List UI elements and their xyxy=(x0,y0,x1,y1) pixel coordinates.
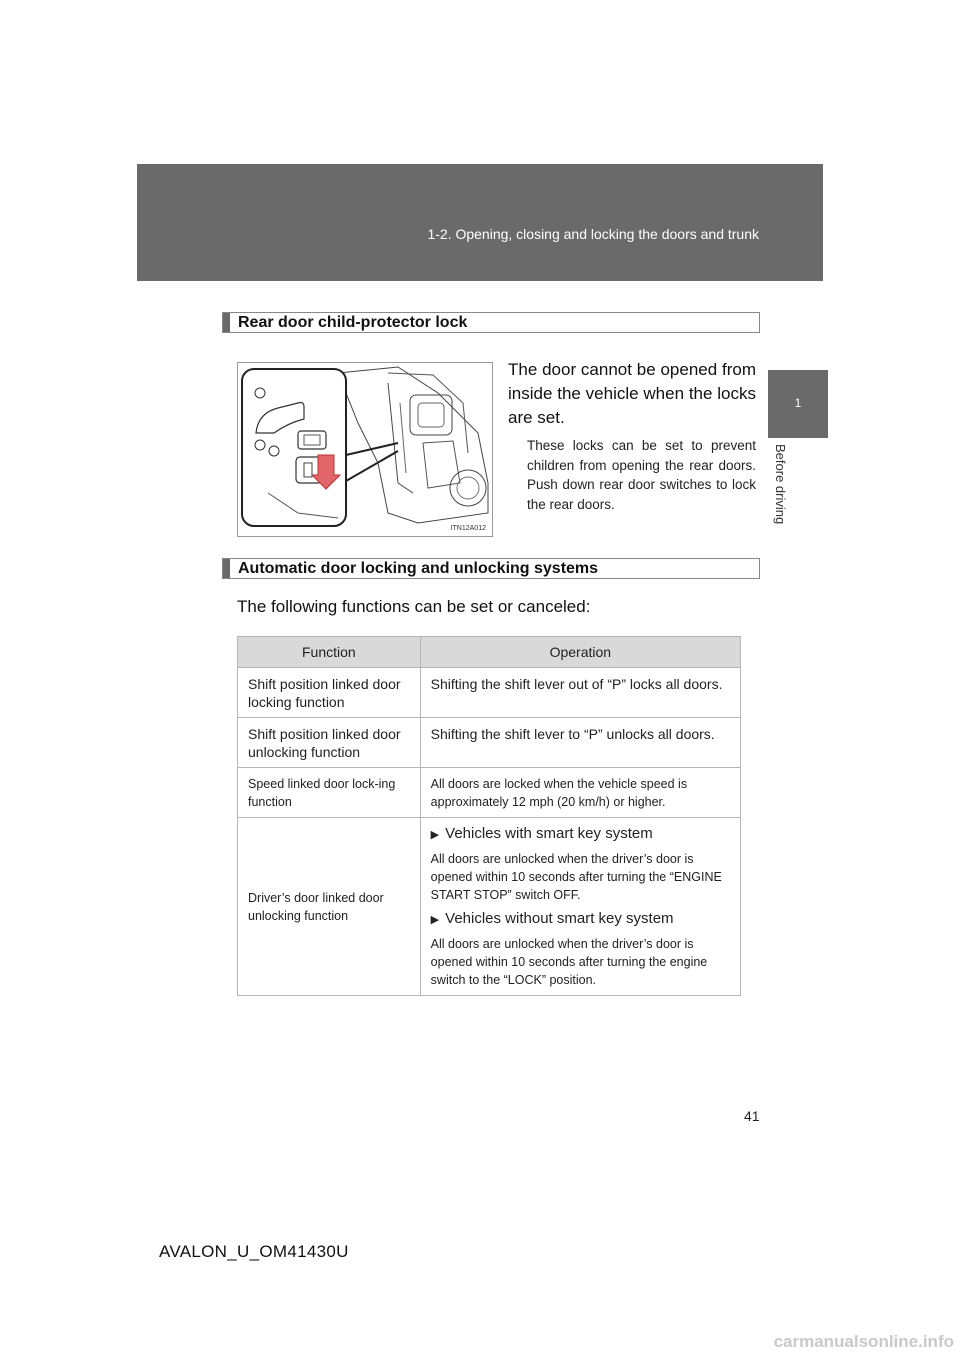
side-tab-label-wrap xyxy=(774,444,788,544)
sub-heading-smart-key xyxy=(431,825,730,844)
side-tab xyxy=(768,370,828,438)
section-heading-child-lock xyxy=(222,312,760,333)
sub-text-smart-key: All doors are unlocked when the driver’s door is opened within 10 seconds after turning the “ENGINE START STOP” switch OFF. xyxy=(430,852,722,902)
functions-intro: The following functions can be set or canceled: xyxy=(237,597,591,616)
child-lock-note: These locks can be set to prevent children from opening the rear doors. Push down rear door switches to lock the rear doors. xyxy=(527,438,756,512)
table-cell-function: Shift position linked door unlocking function xyxy=(238,718,421,768)
sub-heading-text: Vehicles without smart key system xyxy=(445,910,674,927)
table-header-operation: Operation xyxy=(420,637,740,668)
sub-heading-no-smart-key xyxy=(431,910,730,929)
table-cell-function: Shift position linked door locking function xyxy=(238,668,421,718)
side-tab-number: 1 xyxy=(794,396,802,410)
heading-bar xyxy=(223,313,230,332)
header-title: 1-2. Opening, closing and locking the doors and trunk xyxy=(427,226,759,242)
table-header-function: Function xyxy=(238,637,421,668)
door-switch-illustration xyxy=(238,363,492,536)
watermark: carmanualsonline.info xyxy=(773,1332,954,1351)
table-row xyxy=(238,768,741,818)
side-tab-label: Before driving xyxy=(773,444,788,525)
child-lock-description: The door cannot be opened from inside the vehicle when the locks are set. xyxy=(508,360,756,427)
table-row xyxy=(238,718,741,768)
triangle-right-icon: ▶ xyxy=(430,914,440,926)
functions-table xyxy=(237,636,741,996)
sub-text-no-smart-key: All doors are unlocked when the driver’s door is opened within 10 seconds after turning the engine switch to the “LOCK” position. xyxy=(430,937,708,987)
table-row xyxy=(238,818,741,996)
triangle-right-icon: ▶ xyxy=(430,829,440,841)
sub-heading-text: Vehicles with smart key system xyxy=(445,825,653,842)
document-code: AVALON_U_OM41430U xyxy=(159,1242,349,1261)
table-cell-operation: All doors are locked when the vehicle speed is approximately 12 mph (20 km/h) or higher. xyxy=(420,768,740,818)
table-cell-function: Speed linked door lock-ing function xyxy=(238,768,421,818)
heading-bar xyxy=(223,559,230,578)
illustration-code: ITN12A012 xyxy=(450,525,486,532)
table-cell-operation: Shifting the shift lever out of “P” locks all doors. xyxy=(420,668,740,718)
table-cell-function: Driver’s door linked door unlocking function xyxy=(238,818,421,996)
table-cell-operation xyxy=(420,818,740,996)
section-heading-text: Rear door child-protector lock xyxy=(238,314,468,331)
section-heading-auto-lock xyxy=(222,558,760,579)
section-heading-text: Automatic door locking and unlocking systems xyxy=(238,560,599,577)
page-number: 41 xyxy=(744,1108,760,1124)
table-row xyxy=(238,668,741,718)
table-header-row xyxy=(238,637,741,668)
child-lock-illustration xyxy=(237,362,493,537)
table-cell-operation: Shifting the shift lever to “P” unlocks all doors. xyxy=(420,718,740,768)
header-band xyxy=(137,164,823,281)
